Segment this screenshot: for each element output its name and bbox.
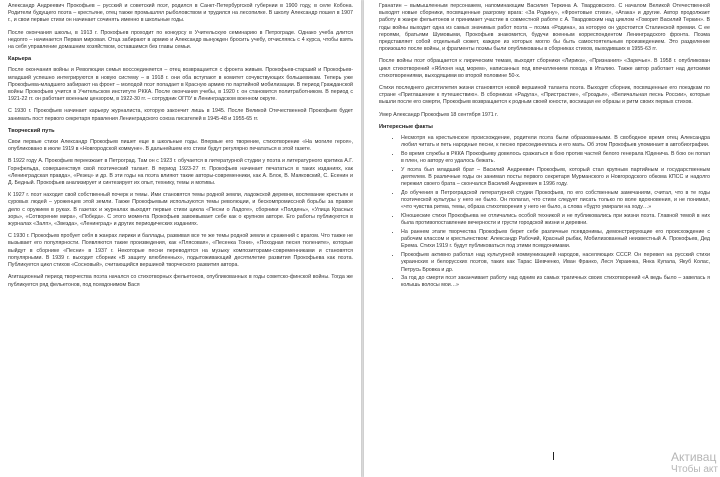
creative-paragraph: Агитационный период творчества поэта начался со стихотворных фельетонов, опубликованных в годы советско-финской войны. Тогда же публикуется ряд фельетонов, под псевдонимом Вася [8, 274, 353, 288]
fact-item: • На раннем этапе творчества Прокофьев берет себе различные псевдонимы, демонстрирующие его происхождение с рабочим классом и крестьянством: Александр Рабочий, Красный рыбак, Мобилизованный неизвестный А. Прокофьев, Дед Ерема. Стихи 1919 г. будут публиковаться под этими псевдонимами. [401, 229, 710, 251]
body-paragraph: Гранатин – вымышленным персонажем, напоминающим Василия Теркина А. Твардовского. С началом Великой Отечественной выходят новые сборники, посвященные разгрому врага: «За Родину», «Фронтовые стихи», «Атака» и другие. Автор продолжает работу в жанре фельетонов и принимает участие в совместной работе с А. Твардовским над циклом «Говорит Василий Теркин». В годы войны выходит одна из самых значимых работ поэта – поэма «Родина», за которую он удостоится Сталинской премии. С ее героями, братьями Шумовыми, Прокофьев знакомится, будучи военным корреспондентом Ленинградского фронта. Поэма представляет собой отдельный сюжет, каждое из которых могло бы быть самостоятельным произведением. Это разделение произошло после войны, и фрагменты поэмы были опубликованы в сборниках стихов, выходивших в 1955-63 гг. [379, 3, 710, 53]
career-paragraph: После окончания войны и Революции семья воссоединяется – отец возвращается с фронта живым. Прокофьев-старший и Прокофьев-младший успешно интегрируются в новую систему – в 1918 г. они оба вступают в комитет сочувствующих большевикам. Теперь уже Прокофьева-младшего забирают на фронт – молодой поэт попадает в Красную армию по партийной мобилизации. В период Гражданской войны Прокофьев учится в Учительском институте РККА. После окончания учебы, в 1920 г. он становится политработником. В период с 1921-22 гг. он работает военным цензором, в 1922-30 гг. – сотрудник ОГПУ в Ленинградском военном округе. [8, 67, 353, 103]
fact-item: • Юношеские стихи Прокофьева не отличались особой техникой и не публиковались при жизни поэта. Главной темой в них была противопоставление вечерности и грусти городской жизни и деревни. [401, 213, 710, 227]
text-cursor [553, 452, 554, 460]
document-page-right[interactable] [364, 0, 720, 477]
fact-item: • Прокофьев активно работал над культурной коммуникацией народов, населяющих СССР. Он перевел на русский стихи украинских и белорусских поэтов, таких как Тарас Шевченко, Иван Франко, Леся Украинка, Янка Купала, Якуб Колас, Петрусь Бровка и др. [401, 252, 710, 274]
activation-subtitle: Чтобы акт [670, 464, 718, 475]
fact-item: • До обучения в Петроградской литературной студии Прокофьев, по его собственным замечаниям, считал, что в те годы поэтической культуры у него не было. Он полагал, что стихи следует писать только по воле вдохновения, и не понимал, «что чувства ритма, темы, образа стихотворения у него не было, а слова «будто умирали на ходу…» [401, 190, 710, 212]
activation-title: Активац [670, 450, 717, 464]
creative-paragraph: Свои первые стихи Александр Прокофьев пишет еще в школьные годы. Впервые его творение, стихотворение «На могиле героя», опубликовано в июле 1919 в «Новгородской коммуне». В дальнейшем его стихи будут регулярно печататься в этой газете. [8, 139, 353, 153]
creative-heading: Творческий путь [8, 127, 55, 134]
fact-item: • За год до смерти поэт заканчивает работу над одним из самых трагичных своих стихотворений «А ведь было – завелась я колышь волосы мои…» [401, 275, 710, 289]
intro-paragraph: Александр Андреевич Прокофьев – русский и советский поэт, родился в Санкт-Петербургской губернии в 1900 году, в селе Кобона. Родители будущего поэта – крестьяне, отец также промышлял рыболовством и трудился на лесопилке. В школу Александр пошел в 1907 г., и свои первые стихи он начинает сочинять именно в школьные годы. [8, 3, 353, 24]
facts-heading: Интересные факты [379, 123, 433, 130]
fact-item: • У поэта был младший брат – Василий Андреевич Прокофьев, который стал крупным партийным и государственным деятелем. В различные годы он занимал посты первого секретаря Мурманского и Новгородского обкома КПСС и надолго пережил своего брата – скончался Василий Андреевич в 1996 году. [401, 167, 710, 189]
career-heading: Карьера [8, 56, 32, 63]
intro-paragraph: После окончания школы, в 1913 г. Прокофьев проходит по конкурсу в Учительскую семинарию в Петрограде. Однако учеба длится недолго – начинается Первая мировая. Отца забирают в армию и Александр вынужден бросить учебу, отчисляясь с 4 курса, чтобы взять на себя управление домашним хозяйством, оставшимся без главы семьи. [8, 29, 353, 51]
facts-list [379, 135, 710, 290]
creative-paragraph: С 1930 г. Прокофьев пробует себя в жанрах лирики и баллады, развивая все те же темы родной земли и сражений с врагом. Что также не вызывает его популярности. Появляются такие произведения, как «Плясовая», «Песенка Тони», «Походная песня тюлените», которые выйдут в сборнике «Песни» в 1937 г. Некоторые песни переводятся на музыку композиторами-современниками и становятся популярными. В 1939 г. выходит сборник «В защиту влюбленных», подытоживающий десятилетие развития Прокофьева как поэта. Публикуется цикл стихов «Сосновый», считающийся вершиной творческого развития автора. [8, 233, 353, 269]
fact-item: • Во время службы в РККА Прокофьеву довелось сражаться в бою против частей белого генерала Юденича. В бою он попал в плен, но автору его удалось бежать. [401, 151, 710, 165]
death-paragraph: Умер Александр Прокофьев 18 сентября 1971 г. [379, 111, 498, 118]
body-paragraph: Стихи последнего десятилетия жизни становятся новой вершиной таланта поэта. Выходят сборник, посвященные его поездкам по стране «Приглашение к путешествию». В сборниках «Радуга», «Пристрастие», «Гроздья», «Величальная песнь России», которые вышли после его смерти, Прокофьев возвращается к родным своей юности, восхищая ее образы и ритм своих первых стихов. [379, 85, 710, 106]
body-paragraph: После войны поэт обращается к лирическим темам, выходят сборники «Лирика», «Признания» «Заречье». В 1958 г. опубликован цикл стихотворений «Яблоня над морем», написанных под впечатлением похода в Италию. Также автор работает над детскими стихотворениями, выходящими во второй половине 50-х. [379, 58, 710, 79]
page-left-text [8, 3, 353, 294]
fact-item: • Несмотря на крестьянское происхождение, родители поэта были образованными. В свободное время отец Александра любил читать и петь народные песни, к песню присоединялась и его мать. Об этом Прокофьев упоминает в автобиографии. [401, 135, 710, 149]
page-right-text [379, 3, 710, 294]
creative-paragraph: В 1922 году А. Прокофьев переезжает в Петроград. Там он с 1923 г. обучается в литературной студии у поэта и литературного критика А.Г. Горнфельда, совершенствуя свой поэтический талант. В период 1923-27 гг. Прокофьев начинает печататься в таких изданиях, как «Ленинградская правда», «Резец» и др. В эти годы на поэта влияют такие авторы-современники, как А. Блок, В. Маяковский, С. Есенин и Д. Бедный. Прокофьев анализирует и синтезирует их опыт, технику, темы и мотивы. [8, 158, 353, 187]
windows-activation-watermark [671, 451, 718, 475]
creative-paragraph: К 1927 г. поэт находит свой собственный почерк и темы. Ими становятся темы родной земли, ладожской деревни, воспевание крестьян и суровых людей – уроженцев этой земли. Также Прокофьевым используются темы революции, и бескомпромиссной борьбы за правое дело с оружием в руках. В газетах и журналах выходят первые стихи цикла «Песни о Ладоге», сборники «Полдень», «Улица Красных зорь», «Сотворение мира», «Победа». С этого момента Прокофьев завоевывает себе как о крупном авторе. Его работы публикуются в журналах «Залп», «Звезда», «Ленинград» и других периодических изданиях. [8, 192, 353, 228]
career-paragraph: С 1930 г. Прокофьев начинает карьеру журналиста, которую закончит лишь в 1945. После Великой Отечественной Прокофьев будет занимать пост первого секретаря правления Ленинградского союза писателей в 1945-48 и 1955-65 гг. [8, 108, 353, 122]
